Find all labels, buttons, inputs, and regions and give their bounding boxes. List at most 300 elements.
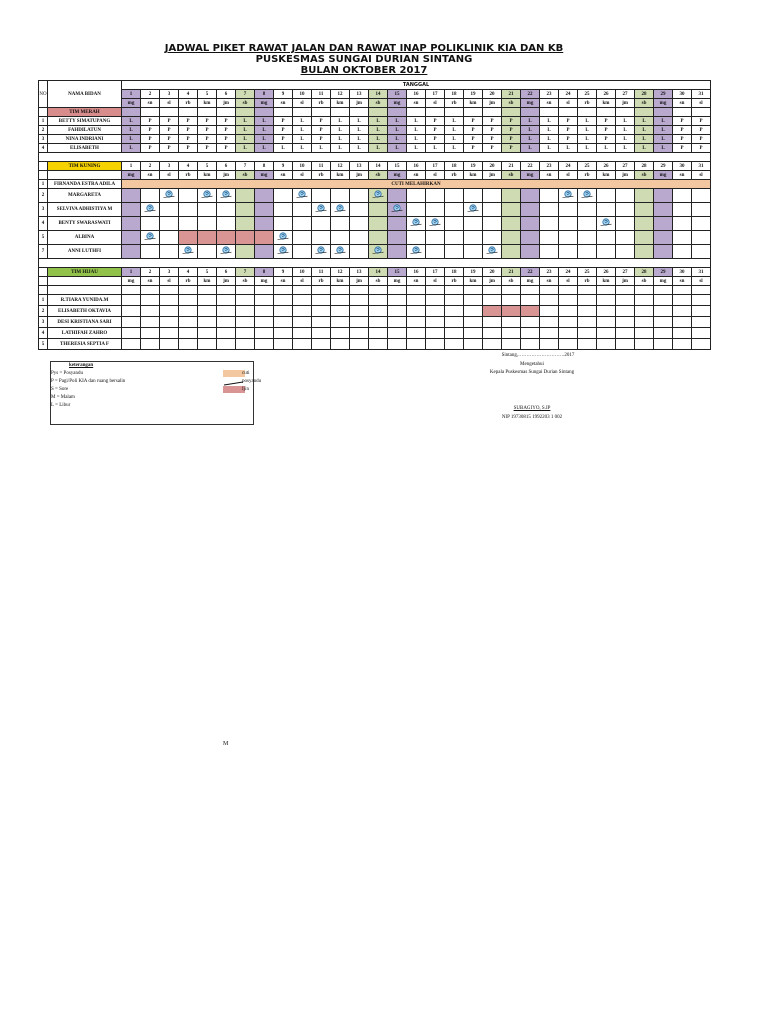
table-cell	[654, 286, 673, 295]
duty-cell	[540, 339, 559, 350]
duty-cell	[654, 231, 673, 245]
duty-cell	[350, 231, 369, 245]
duty-cell	[635, 317, 654, 328]
shift-cell: P	[597, 135, 616, 144]
shift-cell: P	[673, 117, 692, 126]
duty-cell	[635, 295, 654, 306]
day-number-cell: 29	[654, 162, 673, 171]
posyandu-icon	[410, 218, 422, 226]
shift-cell: L	[540, 117, 559, 126]
row-number: 1	[39, 117, 48, 126]
shift-cell: P	[559, 135, 578, 144]
day-number-cell: 20	[483, 268, 502, 277]
duty-cell	[483, 306, 502, 317]
midwife-name: SELVIVA ADHISTIYA M	[48, 203, 122, 217]
duty-cell	[426, 317, 445, 328]
shift-cell: P	[464, 126, 483, 135]
day-number-cell: 11	[312, 268, 331, 277]
day-number-cell: 7	[236, 268, 255, 277]
legend-item: L = Libur	[51, 403, 71, 408]
table-row	[39, 231, 711, 245]
shift-cell: P	[160, 126, 179, 135]
duty-cell	[141, 245, 160, 259]
day-number-cell: 12	[331, 162, 350, 171]
table-cell	[160, 286, 179, 295]
shift-cell: L	[369, 135, 388, 144]
duty-cell	[654, 217, 673, 231]
shift-cell: L	[540, 126, 559, 135]
weekday-cell: sb	[635, 277, 654, 286]
duty-cell	[483, 189, 502, 203]
day-number-cell: 12	[331, 90, 350, 99]
team-no-cell	[39, 162, 48, 171]
shift-cell: L	[350, 117, 369, 126]
day-number-cell: 8	[255, 90, 274, 99]
duty-cell	[464, 217, 483, 231]
duty-cell	[369, 217, 388, 231]
duty-cell	[179, 231, 198, 245]
duty-cell	[521, 339, 540, 350]
table-cell	[236, 286, 255, 295]
table-row	[39, 317, 711, 328]
duty-cell	[236, 306, 255, 317]
duty-cell	[692, 306, 711, 317]
day-number-cell: 23	[540, 268, 559, 277]
shift-cell: L	[274, 144, 293, 153]
duty-cell	[369, 295, 388, 306]
midwife-name: LATHIFAH ZAHRO	[48, 328, 122, 339]
duty-cell	[198, 245, 217, 259]
legend-item: Pys = Posyandu	[51, 371, 83, 376]
duty-cell	[426, 203, 445, 217]
duty-cell	[312, 217, 331, 231]
duty-cell	[198, 203, 217, 217]
duty-cell	[483, 295, 502, 306]
day-number-cell: 23	[540, 162, 559, 171]
table-cell	[122, 286, 141, 295]
shift-cell: L	[293, 135, 312, 144]
header-nama: NAMA BIDAN	[48, 81, 122, 108]
shift-cell: L	[597, 144, 616, 153]
day-number-cell: 3	[160, 90, 179, 99]
row-number: 5	[39, 339, 48, 350]
table-row	[39, 153, 711, 162]
weekday-cell: rb	[312, 171, 331, 180]
duty-cell	[540, 231, 559, 245]
duty-cell	[654, 317, 673, 328]
duty-cell	[198, 339, 217, 350]
day-number-cell: 2	[141, 162, 160, 171]
posyandu-icon	[315, 246, 327, 254]
weekday-cell: mg	[521, 99, 540, 108]
duty-cell	[483, 328, 502, 339]
day-number-cell: 15	[388, 90, 407, 99]
duty-cell	[673, 328, 692, 339]
duty-cell	[198, 231, 217, 245]
duty-cell	[217, 203, 236, 217]
duty-cell	[160, 217, 179, 231]
day-number-cell: 27	[616, 162, 635, 171]
shift-cell: L	[521, 135, 540, 144]
cuti-melahirkan-band: CUTI MELAHIRKAN	[122, 180, 711, 189]
table-row	[39, 203, 711, 217]
team-label-kuning: TIM KUNING	[48, 162, 122, 171]
day-number-cell: 10	[293, 162, 312, 171]
duty-cell	[179, 245, 198, 259]
weekday-cell: sn	[673, 99, 692, 108]
posyandu-icon	[467, 204, 479, 212]
duty-cell	[217, 189, 236, 203]
table-cell	[39, 171, 48, 180]
shift-cell: L	[388, 117, 407, 126]
duty-cell	[312, 295, 331, 306]
weekday-cell: sn	[141, 99, 160, 108]
day-number-cell: 2	[141, 268, 160, 277]
weekday-cell: sn	[673, 171, 692, 180]
legend-ijin-label: Ijin	[242, 387, 249, 392]
duty-cell	[597, 339, 616, 350]
posyandu-icon	[600, 218, 612, 226]
weekday-cell: km	[464, 277, 483, 286]
duty-cell	[255, 317, 274, 328]
duty-cell	[274, 203, 293, 217]
weekday-cell: sn	[141, 277, 160, 286]
posyandu-icon	[410, 246, 422, 254]
shift-cell: L	[255, 117, 274, 126]
duty-cell	[217, 328, 236, 339]
duty-cell	[673, 203, 692, 217]
shift-cell: P	[597, 126, 616, 135]
signature-mengetahui: Mengetahui	[520, 362, 544, 367]
shift-cell: L	[445, 126, 464, 135]
duty-cell	[692, 295, 711, 306]
duty-cell	[502, 328, 521, 339]
duty-cell	[255, 328, 274, 339]
shift-cell: P	[160, 135, 179, 144]
duty-cell	[692, 217, 711, 231]
duty-cell	[293, 295, 312, 306]
duty-cell	[388, 295, 407, 306]
day-number-cell: 6	[217, 162, 236, 171]
duty-cell	[312, 328, 331, 339]
weekday-cell: sl	[692, 171, 711, 180]
day-number-cell: 22	[521, 268, 540, 277]
duty-cell	[407, 295, 426, 306]
duty-cell	[236, 203, 255, 217]
duty-cell	[654, 295, 673, 306]
weekday-cell: km	[331, 171, 350, 180]
table-cell	[521, 108, 540, 117]
day-number-cell: 22	[521, 162, 540, 171]
duty-cell	[160, 231, 179, 245]
shift-cell: P	[692, 117, 711, 126]
duty-cell	[483, 217, 502, 231]
day-number-cell: 15	[388, 162, 407, 171]
duty-cell	[673, 306, 692, 317]
table-row	[39, 117, 711, 126]
weekday-cell: mg	[122, 277, 141, 286]
shift-cell: L	[616, 144, 635, 153]
shift-cell: L	[331, 144, 350, 153]
day-number-cell: 19	[464, 90, 483, 99]
duty-cell	[559, 231, 578, 245]
day-number-cell: 15	[388, 268, 407, 277]
day-number-cell: 25	[578, 268, 597, 277]
duty-cell	[616, 231, 635, 245]
day-number-cell: 26	[597, 162, 616, 171]
duty-cell	[692, 317, 711, 328]
weekday-cell: km	[331, 277, 350, 286]
table-cell	[274, 108, 293, 117]
shift-cell: P	[464, 117, 483, 126]
weekday-cell: rb	[179, 99, 198, 108]
duty-cell	[407, 217, 426, 231]
shift-cell: P	[559, 117, 578, 126]
duty-cell	[293, 217, 312, 231]
duty-cell	[179, 189, 198, 203]
weekday-cell: sl	[160, 99, 179, 108]
duty-cell	[407, 245, 426, 259]
duty-cell	[312, 245, 331, 259]
table-cell	[274, 286, 293, 295]
row-number: 7	[39, 245, 48, 259]
duty-cell	[331, 317, 350, 328]
weekday-cell: km	[597, 171, 616, 180]
shift-cell: P	[483, 135, 502, 144]
duty-cell	[521, 306, 540, 317]
row-number: 3	[39, 203, 48, 217]
duty-cell	[502, 339, 521, 350]
weekday-cell: sn	[540, 277, 559, 286]
table-cell	[502, 108, 521, 117]
duty-cell	[578, 189, 597, 203]
duty-cell	[407, 317, 426, 328]
day-number-cell: 24	[559, 90, 578, 99]
duty-cell	[141, 306, 160, 317]
day-number-cell: 1	[122, 90, 141, 99]
row-number: 4	[39, 328, 48, 339]
duty-cell	[521, 245, 540, 259]
weekday-cell: jm	[483, 99, 502, 108]
duty-cell	[350, 245, 369, 259]
duty-cell	[445, 328, 464, 339]
duty-cell	[502, 317, 521, 328]
shift-cell: P	[217, 126, 236, 135]
shift-cell: L	[426, 144, 445, 153]
day-number-cell: 28	[635, 90, 654, 99]
midwife-name: ALBINA	[48, 231, 122, 245]
table-row	[39, 189, 711, 203]
duty-cell	[597, 328, 616, 339]
legend-posyandu-label: posyandu	[242, 379, 262, 384]
shift-cell: L	[407, 135, 426, 144]
duty-cell	[217, 306, 236, 317]
day-number-cell: 5	[198, 268, 217, 277]
day-number-cell: 3	[160, 162, 179, 171]
shift-cell: L	[407, 117, 426, 126]
duty-cell	[236, 217, 255, 231]
table-row	[39, 328, 711, 339]
duty-cell	[407, 339, 426, 350]
duty-cell	[141, 189, 160, 203]
day-number-cell: 14	[369, 162, 388, 171]
duty-cell	[217, 245, 236, 259]
weekday-cell: sb	[369, 171, 388, 180]
midwife-name: FAHDILATUN	[48, 126, 122, 135]
weekday-cell: mg	[654, 171, 673, 180]
shift-cell: P	[179, 117, 198, 126]
duty-cell	[673, 317, 692, 328]
table-row	[39, 306, 711, 317]
duty-cell	[578, 306, 597, 317]
shift-cell: L	[388, 135, 407, 144]
duty-cell	[502, 217, 521, 231]
duty-cell	[293, 317, 312, 328]
day-number-cell: 18	[445, 90, 464, 99]
duty-cell	[388, 339, 407, 350]
duty-cell	[540, 189, 559, 203]
weekday-cell: sl	[160, 277, 179, 286]
duty-cell	[464, 306, 483, 317]
table-cell	[331, 286, 350, 295]
duty-cell	[654, 328, 673, 339]
duty-cell	[540, 203, 559, 217]
shift-cell: L	[255, 144, 274, 153]
duty-cell	[388, 231, 407, 245]
weekday-cell: km	[464, 99, 483, 108]
table-cell	[502, 286, 521, 295]
duty-cell	[559, 317, 578, 328]
duty-cell	[255, 203, 274, 217]
duty-cell	[236, 328, 255, 339]
duty-cell	[369, 203, 388, 217]
shift-cell: P	[673, 144, 692, 153]
weekday-cell: mg	[654, 99, 673, 108]
duty-cell	[217, 295, 236, 306]
duty-cell	[673, 189, 692, 203]
weekday-cell: sb	[236, 277, 255, 286]
shift-cell: L	[635, 117, 654, 126]
day-number-cell: 11	[312, 162, 331, 171]
row-number: 2	[39, 189, 48, 203]
duty-cell	[616, 328, 635, 339]
duty-cell	[122, 203, 141, 217]
shift-cell: L	[369, 117, 388, 126]
duty-cell	[654, 339, 673, 350]
day-number-cell: 10	[293, 268, 312, 277]
weekday-cell: sn	[540, 99, 559, 108]
spacer	[39, 153, 711, 162]
shift-cell: P	[502, 144, 521, 153]
table-cell	[692, 108, 711, 117]
shift-cell: P	[426, 117, 445, 126]
duty-cell	[445, 317, 464, 328]
shift-cell: P	[274, 117, 293, 126]
duty-cell	[350, 317, 369, 328]
duty-cell	[445, 231, 464, 245]
table-cell	[369, 286, 388, 295]
shift-cell: P	[464, 135, 483, 144]
shift-cell: L	[331, 126, 350, 135]
duty-cell	[597, 317, 616, 328]
weekday-cell: km	[597, 277, 616, 286]
duty-cell	[521, 317, 540, 328]
duty-cell	[635, 245, 654, 259]
table-cell	[426, 286, 445, 295]
duty-cell	[445, 245, 464, 259]
row-number: 2	[39, 306, 48, 317]
duty-cell	[483, 339, 502, 350]
day-number-cell: 17	[426, 90, 445, 99]
day-number-cell: 14	[369, 268, 388, 277]
shift-cell: L	[236, 117, 255, 126]
duty-cell	[274, 217, 293, 231]
shift-cell: P	[692, 126, 711, 135]
shift-cell: L	[350, 126, 369, 135]
duty-cell	[597, 245, 616, 259]
shift-cell: P	[141, 144, 160, 153]
table-row	[39, 259, 711, 268]
weekday-cell: rb	[445, 99, 464, 108]
duty-cell	[122, 317, 141, 328]
posyandu-icon	[144, 204, 156, 212]
duty-cell	[578, 245, 597, 259]
weekday-cell: sl	[293, 171, 312, 180]
duty-cell	[388, 306, 407, 317]
weekday-cell: sb	[635, 171, 654, 180]
weekday-cell: km	[597, 99, 616, 108]
duty-cell	[597, 217, 616, 231]
table-row	[39, 108, 711, 117]
day-number-cell: 16	[407, 90, 426, 99]
duty-cell	[464, 339, 483, 350]
midwife-name: ANNI LUTHFI	[48, 245, 122, 259]
weekday-cell: mg	[122, 99, 141, 108]
shift-cell: L	[578, 117, 597, 126]
legend-item: M = Malam	[51, 395, 75, 400]
table-cell	[388, 108, 407, 117]
weekday-cell: rb	[312, 99, 331, 108]
duty-cell	[426, 217, 445, 231]
duty-cell	[502, 203, 521, 217]
weekday-cell: sl	[293, 99, 312, 108]
duty-cell	[141, 217, 160, 231]
midwife-name: ELISABETH	[48, 144, 122, 153]
weekday-cell: mg	[388, 99, 407, 108]
day-number-cell: 8	[255, 162, 274, 171]
duty-cell	[274, 339, 293, 350]
table-row	[39, 286, 711, 295]
shift-cell: P	[217, 117, 236, 126]
duty-cell	[236, 231, 255, 245]
shift-cell: P	[198, 126, 217, 135]
weekday-cell: jm	[616, 99, 635, 108]
duty-cell	[350, 295, 369, 306]
table-row	[39, 295, 711, 306]
duty-cell	[293, 203, 312, 217]
duty-cell	[122, 231, 141, 245]
day-number-cell: 7	[236, 90, 255, 99]
duty-cell	[122, 189, 141, 203]
day-number-cell: 10	[293, 90, 312, 99]
weekday-cell: sn	[141, 171, 160, 180]
table-cell	[160, 108, 179, 117]
shift-cell: L	[654, 126, 673, 135]
shift-cell: P	[179, 126, 198, 135]
row-number: 4	[39, 217, 48, 231]
day-number-cell: 9	[274, 162, 293, 171]
table-cell	[654, 108, 673, 117]
